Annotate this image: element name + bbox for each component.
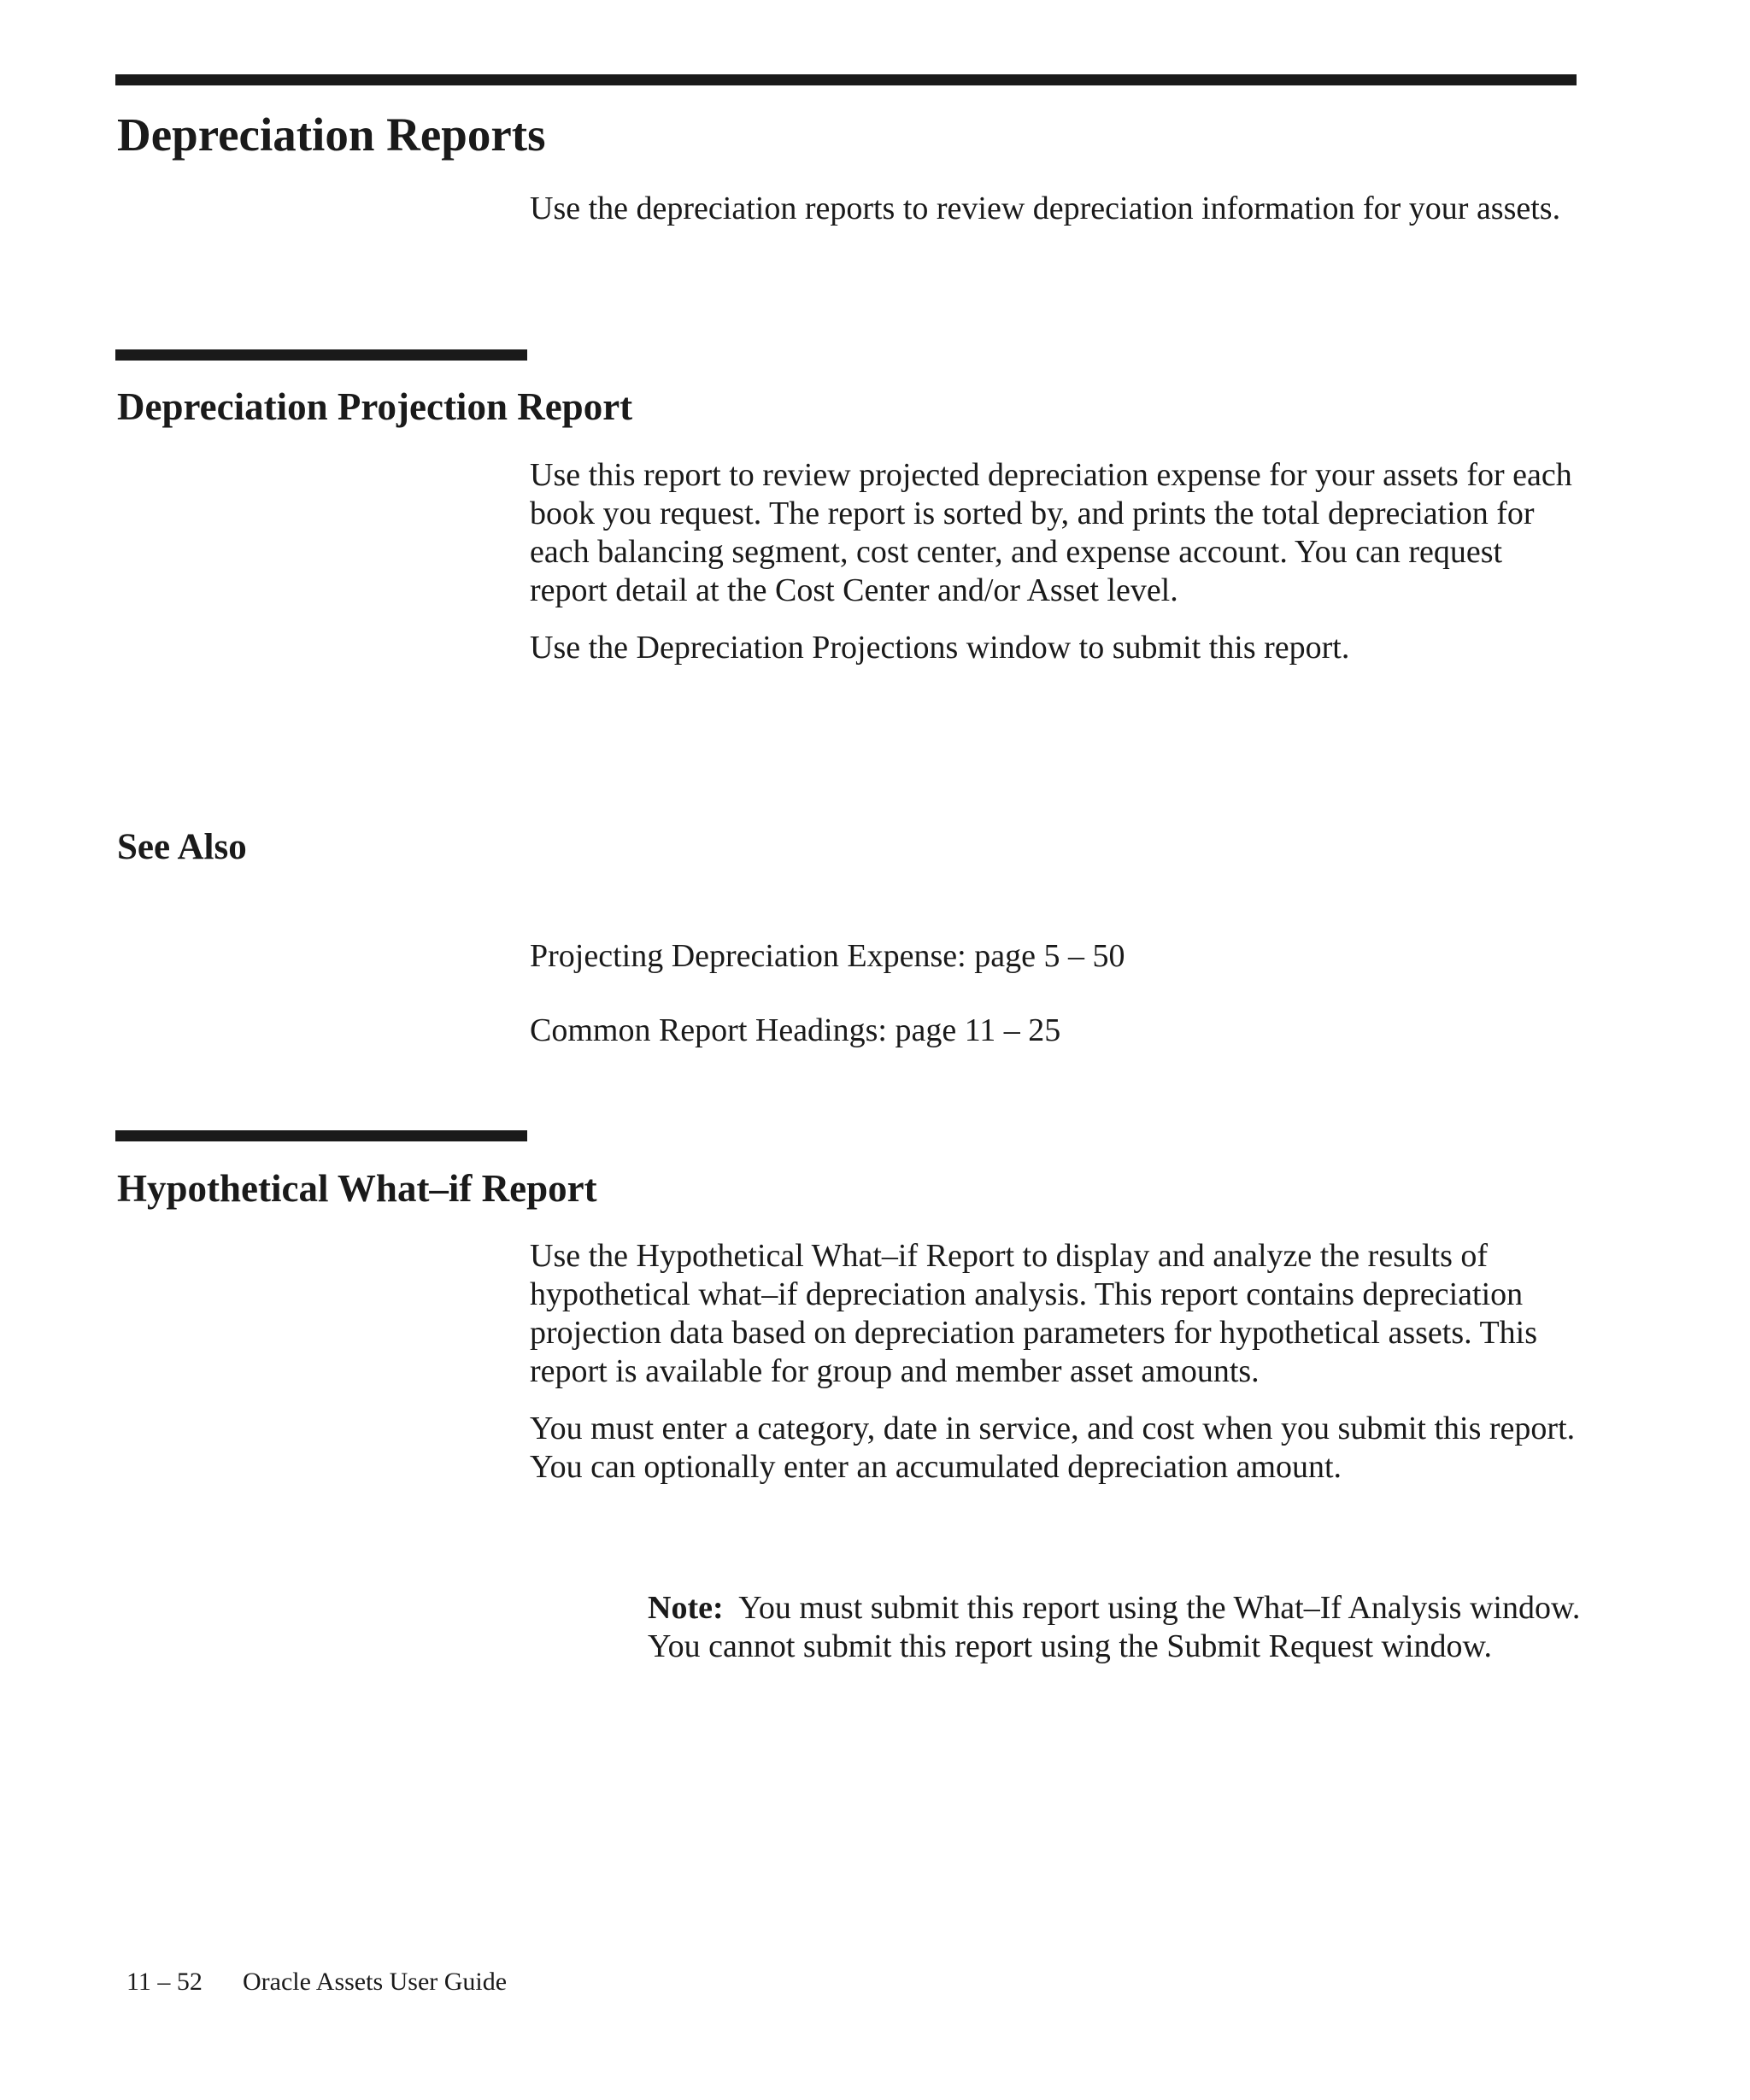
intro-text: Use the depreciation reports to review depreciation information for your assets. [530, 191, 1561, 226]
section-rule-projection [115, 349, 527, 361]
note-text: You must submit this report using the What–If Analysis window. You cannot submit this report using the Submit Request window. [648, 1590, 1581, 1664]
see-also-heading: See Also [117, 827, 247, 867]
note-paragraph [648, 1589, 1581, 1666]
whatif-paragraph-1: Use the Hypothetical What–if Report to display and analyze the results of hypothetical what–if depreciation analysis. This report contains depreciation projection data based on depreciation parameters for hypothetical assets. This report is available for group and member asset amounts. [530, 1238, 1538, 1389]
page-title: Depreciation Reports [117, 109, 546, 161]
whatif-body [530, 1237, 1581, 1487]
intro-paragraph [530, 190, 1581, 228]
projection-paragraph-1: Use this report to review projected depreciation expense for your assets for each book you request. The report is sorted by, and prints the total depreciation for each balancing segment, cost center, and expense account. You can request report detail at the Cost Center and/or Asset level. [530, 457, 1572, 608]
see-also-link[interactable]: Projecting Depreciation Expense: page 5 – 50 [530, 938, 1125, 974]
note-block [648, 1589, 1581, 1666]
projection-paragraph-2: Use the Depreciation Projections window to submit this report. [530, 630, 1350, 666]
see-also-link[interactable]: Common Report Headings: page 11 – 25 [530, 1012, 1061, 1048]
whatif-paragraph-2: You must enter a category, date in service, and cost when you submit this report. You can optionally enter an accumulated depreciation amount. [530, 1411, 1576, 1485]
note-label: Note: [648, 1590, 724, 1626]
footer-book-title: Oracle Assets User Guide [243, 1968, 508, 1996]
section-heading-projection: Depreciation Projection Report [117, 385, 633, 428]
section-rule-whatif [115, 1130, 527, 1141]
footer-page-number: 11 – 52 [126, 1968, 203, 1996]
projection-body [530, 456, 1581, 667]
top-rule [115, 74, 1577, 85]
section-heading-whatif: Hypothetical What–if Report [117, 1167, 597, 1210]
